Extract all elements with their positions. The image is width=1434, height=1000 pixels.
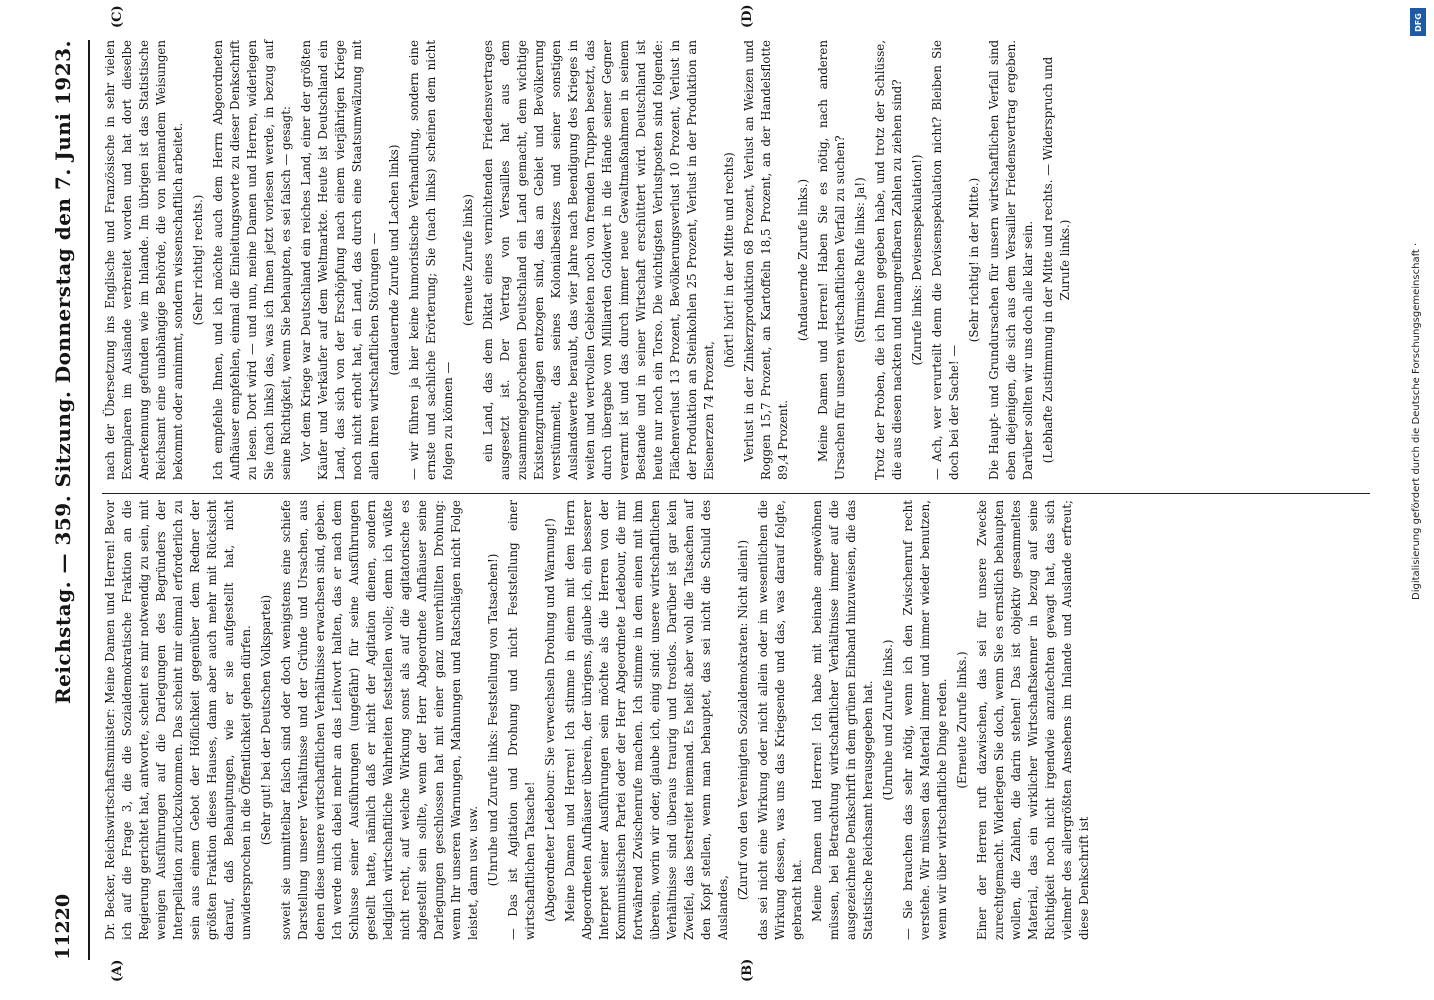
interjection: (Lebhafte Zustimmung in der Mitte und rechts. — Widerspruch und Zurufe links.) — [1041, 56, 1072, 464]
interjection: (Sehr gut! bei der Deutschen Volkspartei) — [259, 594, 273, 846]
paragraph: Ich empfehle Ihnen, und ich möchte auch dem Herrn Abgeordneten Aufhäuser empfehlen, einmal die Einleitungsworte zu dieser Denkschrift zu lesen. Dort wird — und nun, meine Damen und Herren, widerlegen Sie (nach links) das, was ich Ihnen jetzt vorlesen werde, in bezug auf seine Richtigkeit, wenn Sie behaupten, es sei falsch — gesagt: — [211, 40, 293, 480]
interjection: (Zurufe links: Devisenspekulation!) — [910, 154, 924, 366]
column-divider — [102, 493, 1370, 494]
paragraph: Dr. Becker, Reichswirtschaftsminister: Meine Damen und Herren! Bevor ich auf die Frage 3, die die Sozialdemokratische Fraktion an die Regierung gerichtet hat, antworte, scheint es mir notwendig zu sein, mit wenigen Ausführungen auf die Darlegungen des Begründers der Interpellation zurückzukommen. Das scheint mir einmal erforderlich zu sein aus einem Gebot der Höflichkeit gegenüber dem Redner der größten Fraktion dieses Hauses, dann aber auch mehr mit Rücksicht darauf, daß Behauptungen, wie er sie aufgestellt hat, nicht unwidersprochen in die Öffentlichkeit gehen dürfen. — [103, 500, 253, 940]
interjection: (Zuruf von den Vereinigten Sozialdemokraten: Nicht allein!) — [736, 539, 750, 901]
left-column — [102, 500, 1370, 940]
dfg-credit-text: Digitalisierung gefördert durch die Deutsche Forschungsgemeinschaft · — [1411, 242, 1422, 600]
paragraph: soweit sie unmittelbar falsch sind oder doch wenigstens eine schiefe Darstellung unserer Verhältnisse und der Gründe und Ursachen, aus denen diese unsere wirtschaftlichen Verhältnisse erwachsen sind, geben. Ich werde mich dabei mehr an das Leitwort halten, das er nach dem Schlusse seiner Ausführungen (ungefähr) für seine Ausführungen gestellt hatte, nämlich daß er nicht der Agitation dienen, sondern lediglich wirtschaftliche Wahrheiten feststellen wolle; denn ich wüßte nicht recht, auf welche Wirkung sonst als auf die agitatorische es abgestellt sein sollte, wenn der Herr Abgeordnete Aufhäuser seine Darlegungen geschlossen hat mit einer ganz unverhüllten Drohung: wenn Ihr unseren Warnungen, Mahnungen und Ratschlägen nicht Folge leistet, dann usw. usw. — [279, 500, 480, 940]
interjection: (Andauernde Zurufe links.) — [796, 178, 810, 342]
dfg-watermark — [1402, 0, 1434, 1000]
paragraph: Einer der Herren ruft dazwischen, das sei für unsere Zwecke zurechtgemacht. Widerlegen Sie doch, wenn Sie es ernstlich behaupten wollen, die Zahlen, die darin stehen! Das ist objektiv gesammeltes Material, das ein wirklicher Wirtschaftskenner in bezug auf seine Richtigkeit noch nicht irgendwie anzufechten gewagt hat, das sich vielmehr des allergrößten Ansehens im Inlande und Auslande erfreut; diese Denkschrift ist — [975, 500, 1091, 940]
paragraph: Vor dem Kriege war Deutschland ein reiches Land, einer der größten Käufer und Verkäufer auf dem Weltmarkte. Heute ist Deutschland ein Land, das sich von der Erschöpfung nach einem vierjährigen Kriege noch nicht erholt hat, ein Land, das durch eine Staatsumwälzung mit allen ihren wirtschaftlichen Störungen — — [299, 40, 381, 480]
document-page — [20, 0, 1400, 1000]
margin-mark-c: (C) — [110, 5, 125, 28]
interjection: (andauernde Zurufe und Lachen links) — [387, 144, 401, 376]
page-title: Reichstag. — 359. Sitzung. Donnerstag den 7. Juni 1923. — [51, 40, 75, 705]
paragraph: — Ach, wer verurteilt denn die Devisenspekulation nicht? Bleiben Sie doch bei der Sache! — — [930, 40, 961, 480]
paragraph: Meine Damen und Herren! Haben Sie es nötig, nach anderen Ursachen für unseren wirtschaftlichen Verfall zu suchen? — [816, 40, 847, 480]
interjection: (Unruhe und Zurufe links: Feststellung von Tatsachen!) — [486, 553, 500, 887]
paragraph: — Das ist Agitation und Drohung und nicht Feststellung einer wirtschaftlichen Tatsache! — [506, 500, 537, 940]
right-column — [102, 40, 1370, 480]
paragraph: Die Haupt- und Grundursachen für unsern wirtschaftlichen Verfall sind eben diejenigen, die sich aus dem Versailler Friedensvertrag ergeben. Darüber sollten wir uns doch alle klar sein. — [987, 40, 1035, 480]
margin-mark-d: (D) — [740, 4, 755, 28]
paragraph: — Sie brauchen das sehr nötig, wenn ich den Zwischenruf recht verstehe. Wir müssen das Material immer und immer wieder benutzen, wenn wir über wirtschaftliche Dinge reden. — [901, 500, 949, 940]
interjection: (Sehr richtig! in der Mitte.) — [967, 177, 981, 343]
paragraph: Verlust in der Zinkerzproduktion 68 Prozent, Verlust an Weizen und Roggen 15,7 Prozent, an Kartoffeln 18,5 Prozent, an der Handelsflotte 89,4 Prozent. — [742, 40, 790, 480]
paragraph: nach der Übersetzung ins Englische und Französische in sehr vielen Exemplaren im Auslande verbreitet worden und hat dort dieselbe Anerkennung gefunden wie im Inlande. Im übrigen ist das Statistische Reichsamt eine unabhängige Behörde, die von niemandem Weisungen bekommt oder annimmt, sondern wissenschaftlich arbeitet. — [103, 40, 185, 480]
page-number: 11220 — [52, 893, 74, 960]
interjection: (erneute Zurufe links) — [461, 194, 475, 326]
paragraph: — wir führen ja hier keine humoristische Verhandlung, sondern eine ernste und sachliche Erörterung; Sie (nach links) scheinen dem nicht folgen zu können — — [407, 40, 455, 480]
interjection: (Stürmische Rufe links: Ja!) — [853, 177, 867, 343]
paragraph: das sei nicht eine Wirkung oder nicht allein oder im wesentlichen die Wirkung dessen, was uns das Kriegsende und das, was darauf folgte, gebracht hat. — [756, 500, 804, 940]
interjection: (Sehr richtig! rechts.) — [191, 194, 205, 326]
paragraph: Trotz der Proben, die ich Ihnen gegeben habe, und trotz der Schlüsse, die aus diesen nackten und unangreifbaren Zahlen zu ziehen sind? — [873, 40, 904, 480]
dfg-logo: DFG — [1410, 8, 1426, 36]
margin-mark-a: (A) — [110, 959, 125, 982]
paragraph: ein Land, das dem Diktat eines vernichtenden Friedensvertrages ausgesetzt ist. Der Vertrag von Versailles hat aus dem zusammengebrochenen Deutschland ein Land gemacht, dem wichtige Existenzgrundlagen entzogen sind, das an Gebiet und Bevölkerung verstümmelt, das seines Kolonialbesitzes und seiner sonstigen Auslandswerte beraubt, das vier Jahre nach Beendigung des Krieges in weiten und wertvollen Gebieten noch von fremden Truppen besetzt, das durch übergabe von Milliarden Goldwert in die Hände seiner Gegner verarmt ist und das durch immer neue Gewaltmaßnahmen in seinem Bestande und in seiner Wirtschaft erschüttert wird. Deutschland ist heute nur noch ein Torso. Die wichtigsten Verlustposten sind folgende: Flächenverlust 13 Prozent, Bevölkerungsverlust 10 Prozent, Verlust in der Produktion an Steinkohlen 25 Prozent, Verlust in der Produktion an Eisenerzen 74 Prozent, — [481, 40, 716, 480]
interjection: (hört! hört! in der Mitte und rechts) — [722, 152, 736, 368]
paragraph: Meine Damen und Herren! Ich habe mit beinahe angewöhnen müssen, bei Betrachtung wirtschaftlicher Verhältnisse immer auf die ausgezeichnete Denkschrift in dem grünen Einband hinzuweisen, die das Statistische Reichsamt herausgegeben hat. — [810, 500, 875, 940]
page-header — [38, 40, 90, 960]
interjection: (Unruhe und Zurufe links.) — [881, 639, 895, 801]
interjection: (Erneute Zurufe links.) — [955, 651, 969, 789]
margin-mark-b: (B) — [740, 958, 755, 982]
interjection: (Abgeordneter Ledebour: Sie verwechseln Drohung und Warnung!) — [543, 518, 557, 922]
paragraph: Meine Damen und Herren! Ich stimme in einem mit dem Herrn Abgeordneten Aufhäuser überein, der übrigens, glaube ich, ein besserer Interpret seiner Ausführungen sein möchte als die Herren von der Kommunistischen Partei oder der Herr Abgeordnete Ledebour, die mir fortwährend Zwischenrufe machen. Ich stimme in dem einen mit ihm überein, worin wir oder, glaube ich, einig sind: unsere wirtschaftlichen Verhältnisse sind überaus traurig und trostlos. Darüber ist gar kein Zweifel, das bestreitet niemand. Es heißt aber wohl die Tatsachen auf den Kopf stellen, wenn man behauptet, das sei nicht die Schuld des Auslandes, — [563, 500, 730, 940]
